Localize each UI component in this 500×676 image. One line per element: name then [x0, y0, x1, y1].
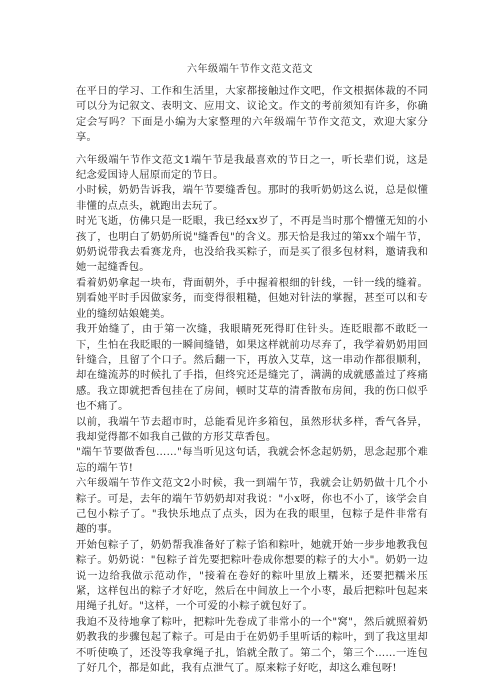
body-paragraph: 时光飞逝，仿佛只是一眨眼，我已经xx岁了，不再是当时那个懵懂无知的小孩了，也明白了奶奶所说"缝香包"的含义。那天恰是我过的第xx个端午节，奶奶说带我去看赛龙舟，也没给我买粽子，而是买了很多包材料，邀请我和她一起缝香包。	[76, 215, 428, 274]
body-paragraph: "端午节要做香包……"每当听见这句话，我就会怀念起奶奶，思念起那个难忘的端午节!	[76, 446, 428, 474]
body-paragraph: 看着奶奶拿起一块布，背面朝外，手中握着根细的针线，一针一线的缝着。别看她平时手因做家务，而变得很粗糙，但她对针法的掌握，甚至可以和专业的缝纫姑娘媲美。	[76, 276, 428, 320]
body-paragraph: 我迫不及待地拿了粽叶，把粽叶先卷成了非常小的一个"窝"，然后就照着奶奶教我的步骤包起了粽子。可是由于在奶奶手里听话的粽叶，到了我这里却不听使唤了，还没等我拿绳子扎，馅就全散了。第二个，第三个……一连包了好几个，都是如此，我有点泄气了。原来粽子好吃，却这么难包呀!	[76, 615, 428, 675]
intro-paragraph: 在平日的学习、工作和生活里，大家都接触过作文吧，作文根据体裁的不同可以分为记叙文、表明文、应用文、议论文。作文的考前须知有许多，你确定会写吗？下面是小编为大家整理的六年级端午节作文范文，欢迎大家分享。	[76, 85, 428, 144]
body-paragraph: 六年级端午节作文范文1端午节是我最喜欢的节日之一，听长辈们说，这是纪念爱国诗人屈原而定的节日。	[76, 153, 428, 182]
body-paragraph: 开始包粽子了，奶奶帮我准备好了粽子馅和粽叶，她就开始一步步地教我包粽子。奶奶说："包粽子首先要把粽叶卷成你想要的粽子的大小"。奶奶一边说一边给我做示范动作，"接着在卷好的粽叶里放上糯米，还要把糯米压紧，这样包出的粽子才好吃，然后在中间放上一个小枣，最后把粽叶包起来用绳子扎好。"这样，一个可爱的小粽子就包好了。	[76, 538, 428, 613]
body-paragraph: 我开始缝了，由于第一次缝，我眼睛死死得盯住针头。连眨眼都不敢眨一下，生怕在我眨眼的一瞬间缝错，如果这样就前功尽弃了，我学着奶奶用回针缝合，且留了个口子。然后翻一下，再放入艾草，这一串动作都很顺利，却在缝流苏的时候扎了手指，但终究还是缝完了，满满的成就感盖过了疼痛感。我立即就把香包挂在了房间，顿时艾草的清香散布房间，我的伤口似乎也不痛了。	[76, 323, 428, 413]
document-title: 六年级端午节作文范文范文	[187, 64, 313, 75]
document-body	[76, 84, 428, 676]
body-paragraph: 六年级端午节作文范文2小时候，我一到端午节，我就会让奶奶做十几个小粽子。可是，去年的端午节奶奶却对我说："小x呀，你也不小了，该学会自己包小粽子了。"我快乐地点了点头，因为在我的眼里，包粽子是件非常有趣的事。	[76, 477, 428, 536]
body-paragraph: 以前，我端午节去超市时，总能看见许多箱包，虽然形状多样，香气各异，我却觉得都不如我自己做的方形艾草香包。	[76, 415, 428, 443]
body-paragraph: 小时候，奶奶告诉我，端午节要缝香包。那时的我听奶奶这么说，总是似懂非懂的点点头，就跑出去玩了。	[76, 184, 428, 212]
